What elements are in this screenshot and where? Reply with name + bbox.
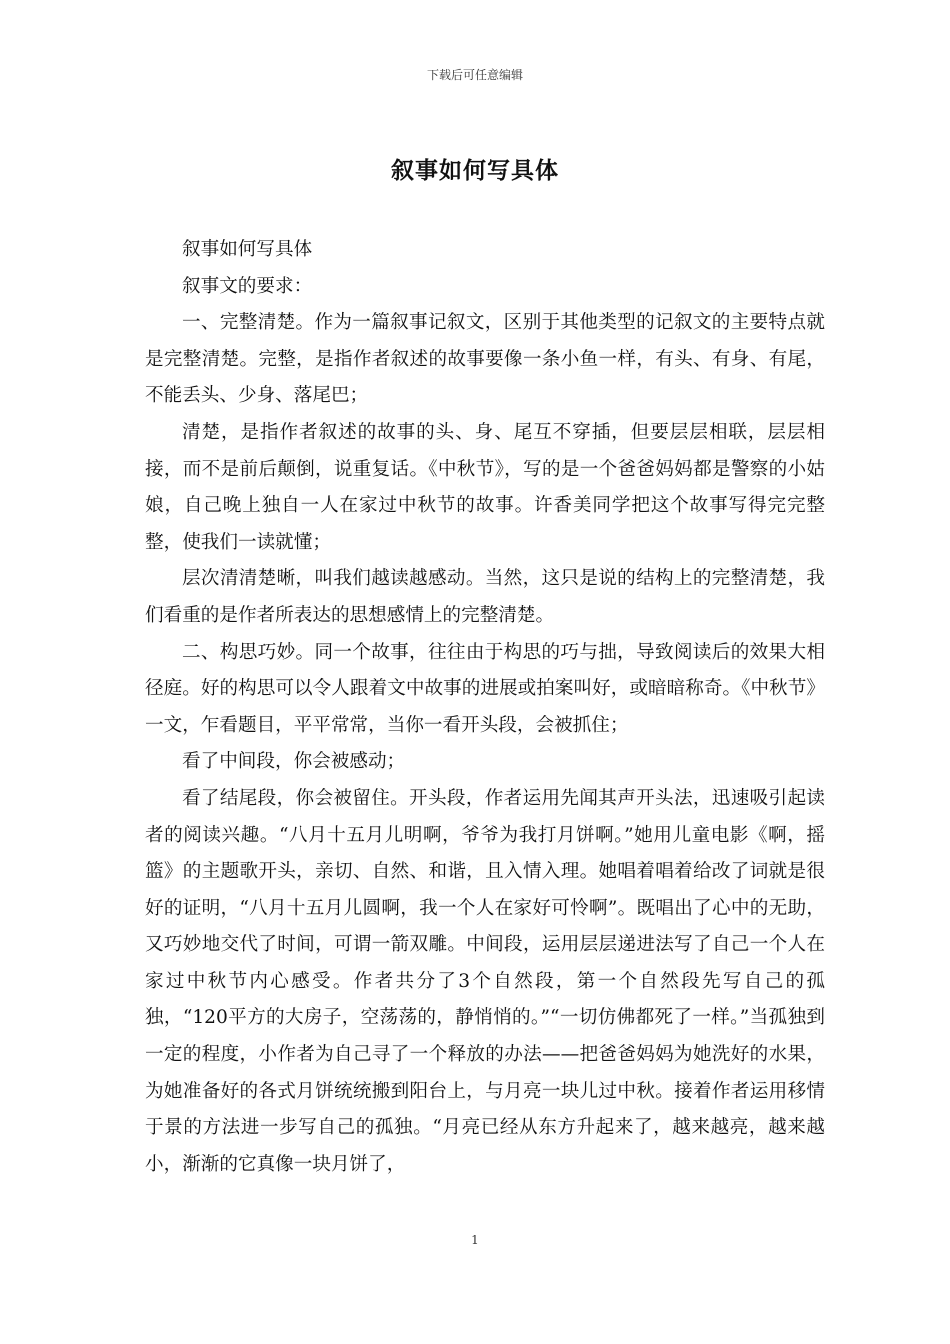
paragraph: 看了中间段，你会被感动； — [182, 751, 406, 773]
page-header: 下载后可任意编辑 — [426, 68, 523, 82]
document-title: 叙事如何写具体 — [391, 157, 559, 184]
paragraph: 叙事文的要求： — [182, 275, 313, 297]
paragraph: 二、构思巧妙。同一个故事，往往由于构思的巧与拙，导致阅读后的效果大相径庭。好的构思可以令人跟着文中故事的进展或拍案叫好，或暗暗称奇。《中秋节》一文，乍看题目，平平常常，当你一看开头段，会被抓住； — [145, 641, 825, 736]
paragraph: 看了结尾段，你会被留住。开头段，作者运用先闻其声开头法，迅速吸引起读者的阅读兴趣。“八月十五月儿明啊，爷爷为我打月饼啊。”她用儿童电影《啊，摇篮》的主题歌开头，亲切、自然、和谐，且入情入理。她唱着唱着给改了词就是很好的证明，“八月十五月儿圆啊，我一个人在家好可怜啊”。既唱出了心中的无助，又巧妙地交代了时间，可谓一箭双雕。中间段，运用层层递进法写了自己一个人在家过中秋节内心感受。作者共分了3个自然段，第一个自然段先写自己的孤独，“120平方的大房子，空荡荡的，静悄悄的。”“一切仿佛都死了一样。”当孤独到一定的程度，小作者为自己寻了一个释放的办法——把爸爸妈妈为她洗好的水果，为她准备好的各式月饼统统搬到阳台上，与月亮一块儿过中秋。接着作者运用移情于景的方法进一步写自己的孤独。“月亮已经从东方升起来了，越来越亮，越来越小，渐渐的它真像一块月饼了， — [145, 787, 825, 1175]
page-number: 1 — [471, 1233, 479, 1247]
paragraph: 叙事如何写具体 — [182, 239, 313, 260]
document-body — [145, 232, 825, 1183]
paragraph: 层次清清楚晰，叫我们越读越感动。当然，这只是说的结构上的完整清楚，我们看重的是作者所表达的思想感情上的完整清楚。 — [145, 568, 825, 626]
paragraph: 一、完整清楚。作为一篇叙事记叙文，区别于其他类型的记叙文的主要特点就是完整清楚。完整，是指作者叙述的故事要像一条小鱼一样，有头、有身、有尾，不能丢头、少身、落尾巴； — [145, 312, 825, 407]
paragraph: 清楚，是指作者叙述的故事的头、身、尾互不穿插，但要层层相联，层层相接，而不是前后颠倒，说重复话。《中秋节》，写的是一个爸爸妈妈都是警察的小姑娘，自己晚上独自一人在家过中秋节的故事。许香美同学把这个故事写得完完整整，使我们一读就懂； — [145, 421, 825, 553]
